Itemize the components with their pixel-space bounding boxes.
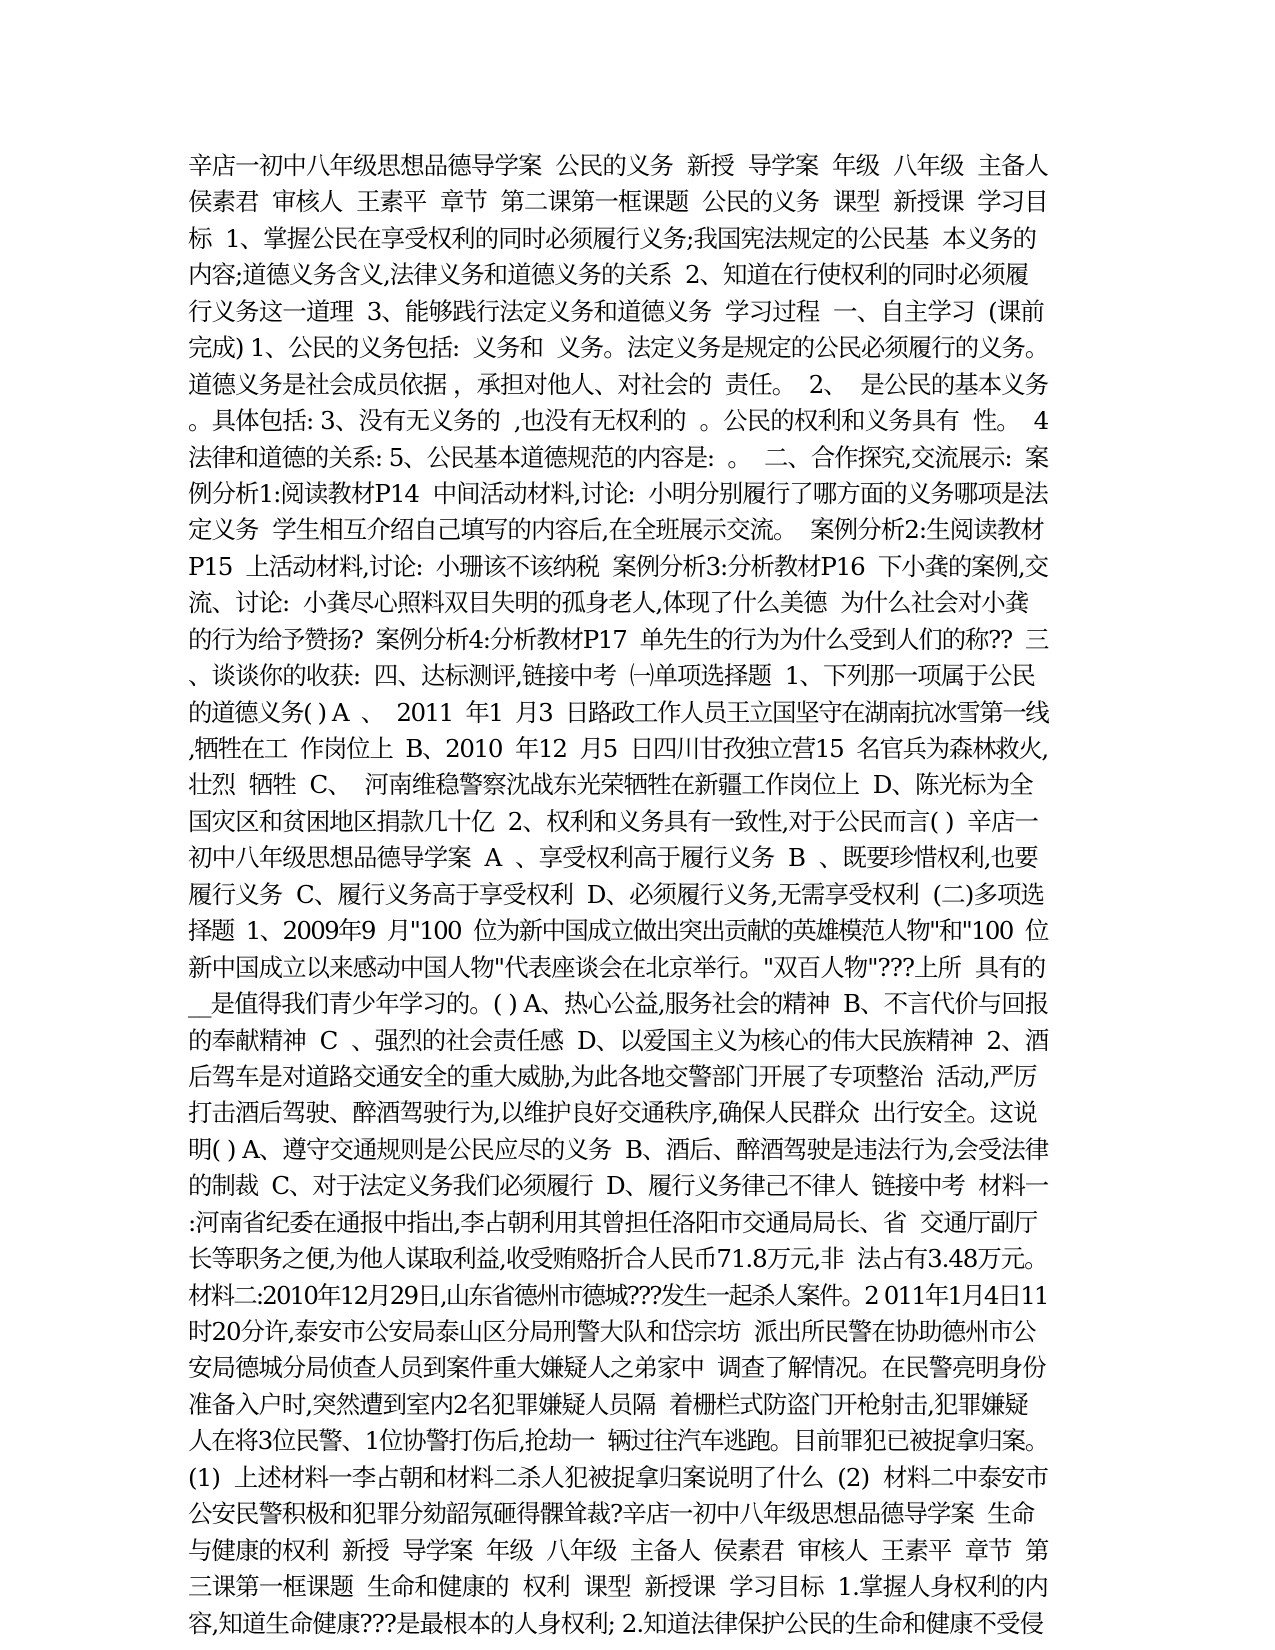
text-line: 三课第一框课题 生命和健康的 权利 课型 新授课 学习目标 1.掌握人身权利的内: [188, 1572, 1048, 1602]
text-line: 。具体包括: 3、没有无义务的 ,也没有无权利的 。公民的权利和义务具有 性。 4: [188, 406, 1049, 436]
text-line: P15 上活动材料,讨论: 小珊该不该纳税 案例分析3:分析教材P16 下小龚的案例,交: [188, 551, 1048, 581]
text-line: 内容;道德义务含义,法律义务和道德义务的关系 2、知道在行使权利的同时必须履: [188, 260, 1029, 290]
text-line: 侯素君 审核人 王素平 章节 第二课第一框课题 公民的义务 课型 新授课 学习目: [188, 187, 1048, 217]
text-line: 材料二:2010年12月29日,山东省德州市德城???发生一起杀人案件。2 011年1月4日11: [188, 1280, 1048, 1310]
text-line: 的行为给予赞扬? 案例分析4:分析教材P17 单先生的行为为什么受到人们的称?? 三: [188, 624, 1049, 654]
text-line: ,牺牲在工 作岗位上 B、2010 年12 月5 日四川甘孜独立营15 名官兵为森林救火,: [188, 734, 1048, 763]
text-line: 国灾区和贫困地区捐款几十亿 2、权利和义务具有一致性,对于公民而言( ) 辛店一: [188, 806, 1038, 836]
text-line: 明( ) A、遵守交通规则是公民应尽的义务 B、酒后、醉酒驾驶是违法行为,会受法律: [188, 1134, 1049, 1164]
text-line: 公安民警积极和犯罪分劾韶氖砸得髁耸裁?辛店一初中八年级思想品德导学案 生命: [188, 1499, 1035, 1529]
text-line: 例分析1:阅读教材P14 中间活动材料,讨论: 小明分别履行了哪方面的义务哪项是法: [188, 478, 1048, 508]
text-line: 法律和道德的关系: 5、公民基本道德规范的内容是: 。 二、合作探究,交流展示: 案: [188, 442, 1049, 472]
text-line: (1) 上述材料一李占朝和材料二杀人犯被捉拿归案说明了什么 (2) 材料二中泰安市: [188, 1462, 1049, 1492]
text-line: 初中八年级思想品德导学案 A 、享受权利高于履行义务 B 、既要珍惜权利,也要: [188, 843, 1038, 873]
body-text: [188, 148, 1088, 1642]
text-line: 择题 1、2009年9 月"100 位为新中国成立做出突出贡献的英雄模范人物"和"100 位: [188, 916, 1048, 946]
text-line: 新中国成立以来感动中国人物"代表座谈会在北京举行。"双百人物"???上所 具有的: [188, 952, 1046, 982]
text-line: :河南省纪委在通报中指出,李占朝利用其曾担任洛阳市交通局局长、省 交通厅副厅: [188, 1207, 1038, 1237]
text-line: 道德义务是社会成员依据 ，承担对他人、对社会的 责任。 2、 是公民的基本义务: [188, 369, 1049, 399]
text-line: 标 1、掌握公民在享受权利的同时必须履行义务;我国宪法规定的公民基 本义务的: [188, 223, 1036, 253]
text-line: 容,知道生命健康???是最根本的人身权利; 2.知道法律保护公民的生命和健康不受侵: [188, 1608, 1044, 1638]
text-line: 时20分许,泰安市公安局泰山区分局刑警大队和岱宗坊 派出所民警在协助德州市公: [188, 1317, 1036, 1346]
text-line: 安局德城分局侦查人员到案件重大嫌疑人之弟家中 调查了解情况。在民警亮明身份: [188, 1353, 1046, 1383]
text-line: 流、讨论: 小龚尽心照料双目失明的孤身老人,体现了什么美德 为什么社会对小龚: [188, 588, 1029, 618]
text-line: 定义务 学生相互介绍自己填写的内容后,在全班展示交流。 案例分析2:生阅读教材: [188, 515, 1044, 545]
text-line: 后驾车是对道路交通安全的重大威胁,为此各地交警部门开展了专项整治 活动,严厉: [188, 1061, 1037, 1091]
text-line: __是值得我们青少年学习的。( ) A、热心公益,服务社会的精神 B、不言代价与回报: [188, 989, 1049, 1019]
text-line: 打击酒后驾驶、醉酒驾驶行为,以维护良好交通秩序,确保人民群众 出行安全。这说: [188, 1098, 1037, 1128]
text-line: 的奉献精神 C 、强烈的社会责任感 D、以爱国主义为核心的伟大民族精神 2、酒: [188, 1025, 1049, 1055]
text-line: 准备入户时,突然遭到室内2名犯罪嫌疑人员隔 着栅栏式防盗门开枪射击,犯罪嫌疑: [188, 1389, 1028, 1419]
text-line: 、谈谈你的收获: 四、达标测评,链接中考 ㈠单项选择题 1、下列那一项属于公民: [188, 661, 1035, 691]
text-line: 行义务这一道理 3、能够践行法定义务和道德义务 学习过程 一、自主学习 (课前: [188, 296, 1044, 326]
text-line: 人在将3位民警、1位协警打伤后,抢劫一 辆过往汽车逃跑。目前罪犯已被捉拿归案。: [188, 1426, 1049, 1456]
text-line: 的道德义务( ) A 、 2011 年1 月3 日路政工作人员王立国坚守在湖南抗冰雪第一线: [188, 697, 1049, 727]
text-line: 壮烈 牺牲 C、 河南维稳警察沈战东光荣牺牲在新疆工作岗位上 D、陈光标为全: [188, 770, 1033, 800]
text-line: 长等职务之便,为他人谋取利益,收受贿赂折合人民币71.8万元,非 法占有3.48万元。: [188, 1244, 1048, 1274]
text-line: 辛店一初中八年级思想品德导学案 公民的义务 新授 导学案 年级 八年级 主备人: [188, 151, 1048, 180]
text-line: 完成) 1、公民的义务包括: 义务和 义务。法定义务是规定的公民必须履行的义务。: [188, 333, 1049, 363]
text-line: 履行义务 C、履行义务高于享受权利 D、必须履行义务,无需享受权利 (二)多项选: [188, 879, 1045, 909]
text-line: 与健康的权利 新授 导学案 年级 八年级 主备人 侯素君 审核人 王素平 章节 第: [188, 1535, 1049, 1565]
text-line: 的制裁 C、对于法定义务我们必须履行 D、履行义务律己不律人 链接中考 材料一: [188, 1171, 1049, 1201]
